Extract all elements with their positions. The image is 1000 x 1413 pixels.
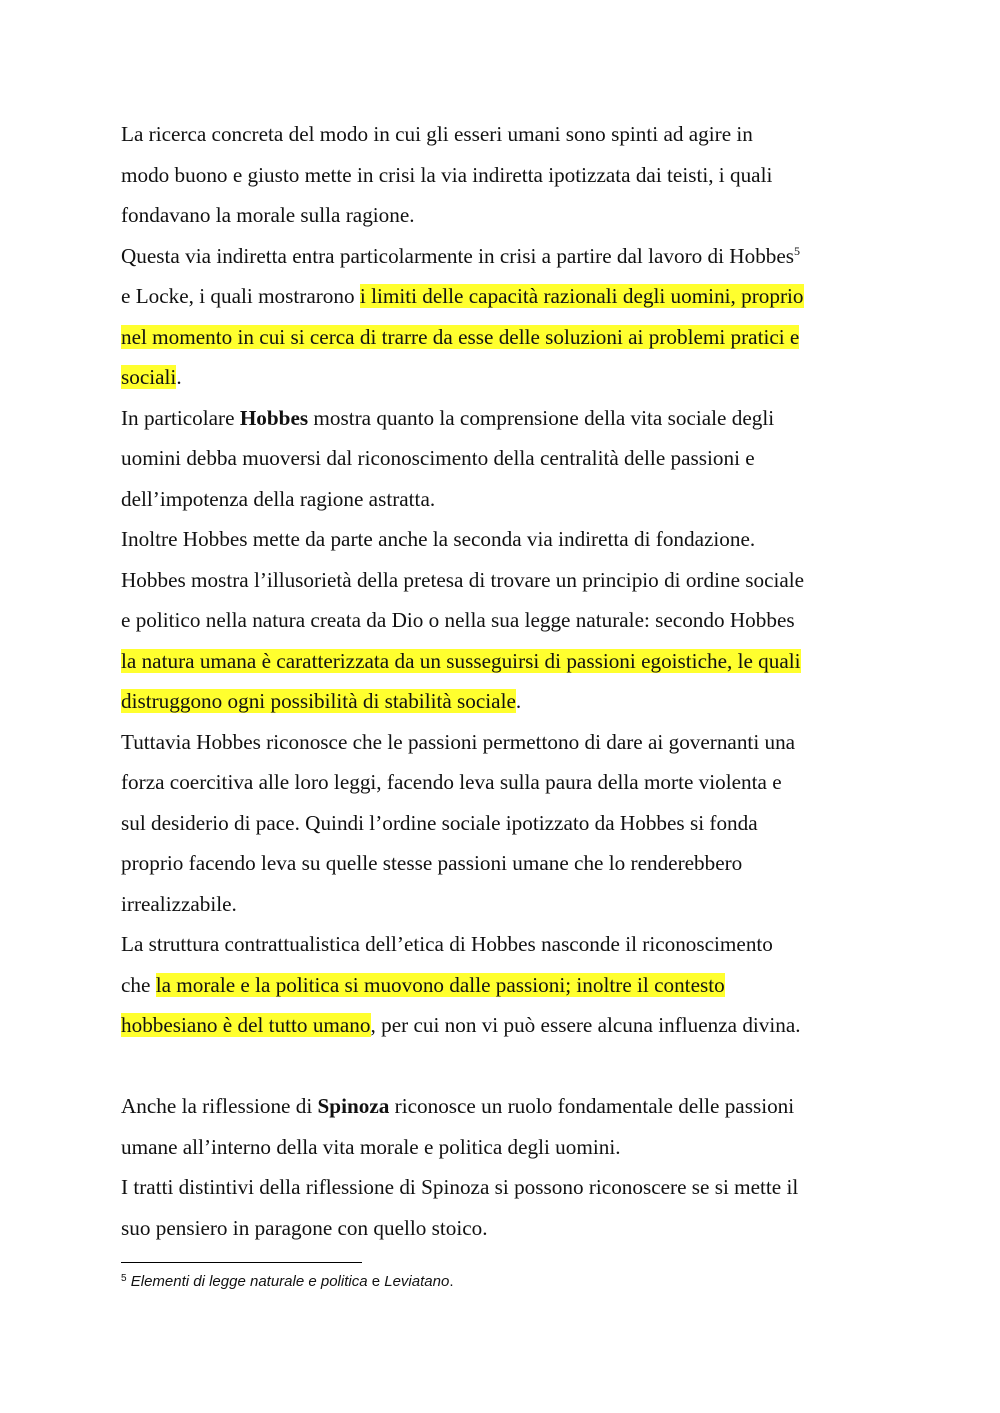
text-run: irrealizzabile. bbox=[121, 891, 237, 916]
highlighted-text: la natura umana è caratterizzata da un susseguirsi di passioni egoistiche, le quali bbox=[121, 648, 801, 673]
highlighted-text: la morale e la politica si muovono dalle passioni; inoltre il contesto bbox=[155, 972, 725, 997]
text-line bbox=[121, 1208, 891, 1249]
highlighted-text: distruggono ogni possibilità di stabilità sociale bbox=[121, 689, 516, 713]
footnote-title: Leviatano bbox=[384, 1273, 450, 1290]
text-line bbox=[121, 762, 891, 803]
text-run: modo buono e giusto mette in crisi la via indiretta ipotizzata dai teisti, i quali bbox=[121, 162, 773, 187]
text-run: suo pensiero in paragone con quello stoico. bbox=[121, 1215, 488, 1240]
text-line bbox=[121, 1005, 891, 1046]
text-line bbox=[121, 438, 891, 479]
text-run: , per cui non vi può essere alcuna influenza divina. bbox=[370, 1013, 801, 1037]
text-run: Inoltre Hobbes mette da parte anche la seconda via indiretta di fondazione. bbox=[121, 527, 756, 551]
text-run: forza coercitiva alle loro leggi, facendo leva sulla paura della morte violenta e bbox=[121, 770, 782, 794]
highlighted-text: nel momento in cui si cerca di trarre da esse delle soluzioni ai problemi pratici e bbox=[121, 324, 800, 349]
text-run: Hobbes mostra l’illusorietà della pretesa di trovare un principio di ordine sociale bbox=[121, 567, 805, 592]
footnote-title: Elementi di legge naturale e politica bbox=[130, 1273, 368, 1290]
text-run: La struttura contrattualistica dell’etica di Hobbes nasconde il riconoscimento bbox=[121, 932, 773, 956]
text-line bbox=[121, 884, 891, 925]
text-run: . bbox=[176, 365, 182, 389]
text-line bbox=[121, 519, 891, 560]
text-run: riconosce un ruolo fondamentale delle passioni bbox=[389, 1094, 795, 1118]
text-run: mostra quanto la comprensione della vita sociale degli bbox=[308, 405, 775, 430]
text-run: proprio facendo leva su quelle stesse passioni umane che lo renderebbero bbox=[121, 851, 743, 875]
text-run: Anche la riflessione di bbox=[121, 1094, 318, 1118]
footnote-text: . bbox=[449, 1273, 454, 1290]
text-line bbox=[121, 479, 891, 520]
highlighted-text: sociali bbox=[121, 365, 177, 389]
text-run: La ricerca concreta del modo in cui gli esseri umani sono spinti ad agire in bbox=[121, 122, 753, 146]
text-line bbox=[121, 965, 891, 1006]
text-line bbox=[121, 276, 891, 317]
footnote-reference: 5 bbox=[794, 243, 801, 258]
text-run: sul desiderio di pace. Quindi l’ordine sociale ipotizzato da Hobbes si fonda bbox=[121, 810, 758, 835]
text-line bbox=[121, 155, 891, 196]
text-run: . bbox=[515, 689, 522, 713]
text-run: I tratti distintivi della riflessione di Spinoza si possono riconoscere se si mette il bbox=[121, 1175, 799, 1199]
text-line bbox=[121, 722, 891, 763]
highlighted-text: i limiti delle capacità razionali degli uomini, proprio bbox=[359, 284, 804, 308]
text-line bbox=[121, 398, 891, 439]
bold-name: Spinoza bbox=[317, 1094, 390, 1118]
text-line bbox=[121, 803, 891, 844]
footnote-text: e bbox=[367, 1273, 385, 1290]
text-line bbox=[121, 681, 891, 722]
text-run: umane all’interno della vita morale e politica degli uomini. bbox=[121, 1134, 621, 1159]
text-run: fondavano la morale sulla ragione. bbox=[121, 203, 415, 227]
footnote-marker: 5 bbox=[121, 1273, 127, 1284]
text-run: che bbox=[121, 972, 156, 997]
text-run: uomini debba muoversi dal riconoscimento della centralità delle passioni e bbox=[121, 446, 755, 470]
footnote bbox=[121, 1272, 453, 1292]
text-run: dell’impotenza della ragione astratta. bbox=[121, 486, 436, 511]
text-run: e Locke, i quali mostrarono bbox=[121, 284, 360, 308]
text-line bbox=[121, 600, 891, 641]
text-line bbox=[121, 195, 891, 236]
text-run: Questa via indiretta entra particolarmente in crisi a partire dal lavoro di Hobbes bbox=[121, 243, 795, 268]
body-text bbox=[121, 114, 891, 1248]
bold-name: Hobbes bbox=[239, 405, 309, 430]
text-line bbox=[121, 843, 891, 884]
text-line bbox=[121, 114, 891, 155]
text-run: Tuttavia Hobbes riconosce che le passioni permettono di dare ai governanti una bbox=[121, 729, 796, 754]
text-line bbox=[121, 1086, 891, 1127]
text-run: e politico nella natura creata da Dio o nella sua legge naturale: secondo Hobbes bbox=[121, 608, 795, 632]
highlighted-text: hobbesiano è del tutto umano bbox=[121, 1013, 371, 1037]
text-line bbox=[121, 236, 891, 277]
blank-line bbox=[121, 1046, 891, 1087]
text-run: In particolare bbox=[121, 405, 240, 430]
text-line bbox=[121, 641, 891, 682]
text-line bbox=[121, 1167, 891, 1208]
text-line bbox=[121, 317, 891, 358]
text-line bbox=[121, 357, 891, 398]
footnote-separator bbox=[121, 1262, 362, 1263]
text-line bbox=[121, 924, 891, 965]
text-line bbox=[121, 1127, 891, 1168]
text-line bbox=[121, 560, 891, 601]
